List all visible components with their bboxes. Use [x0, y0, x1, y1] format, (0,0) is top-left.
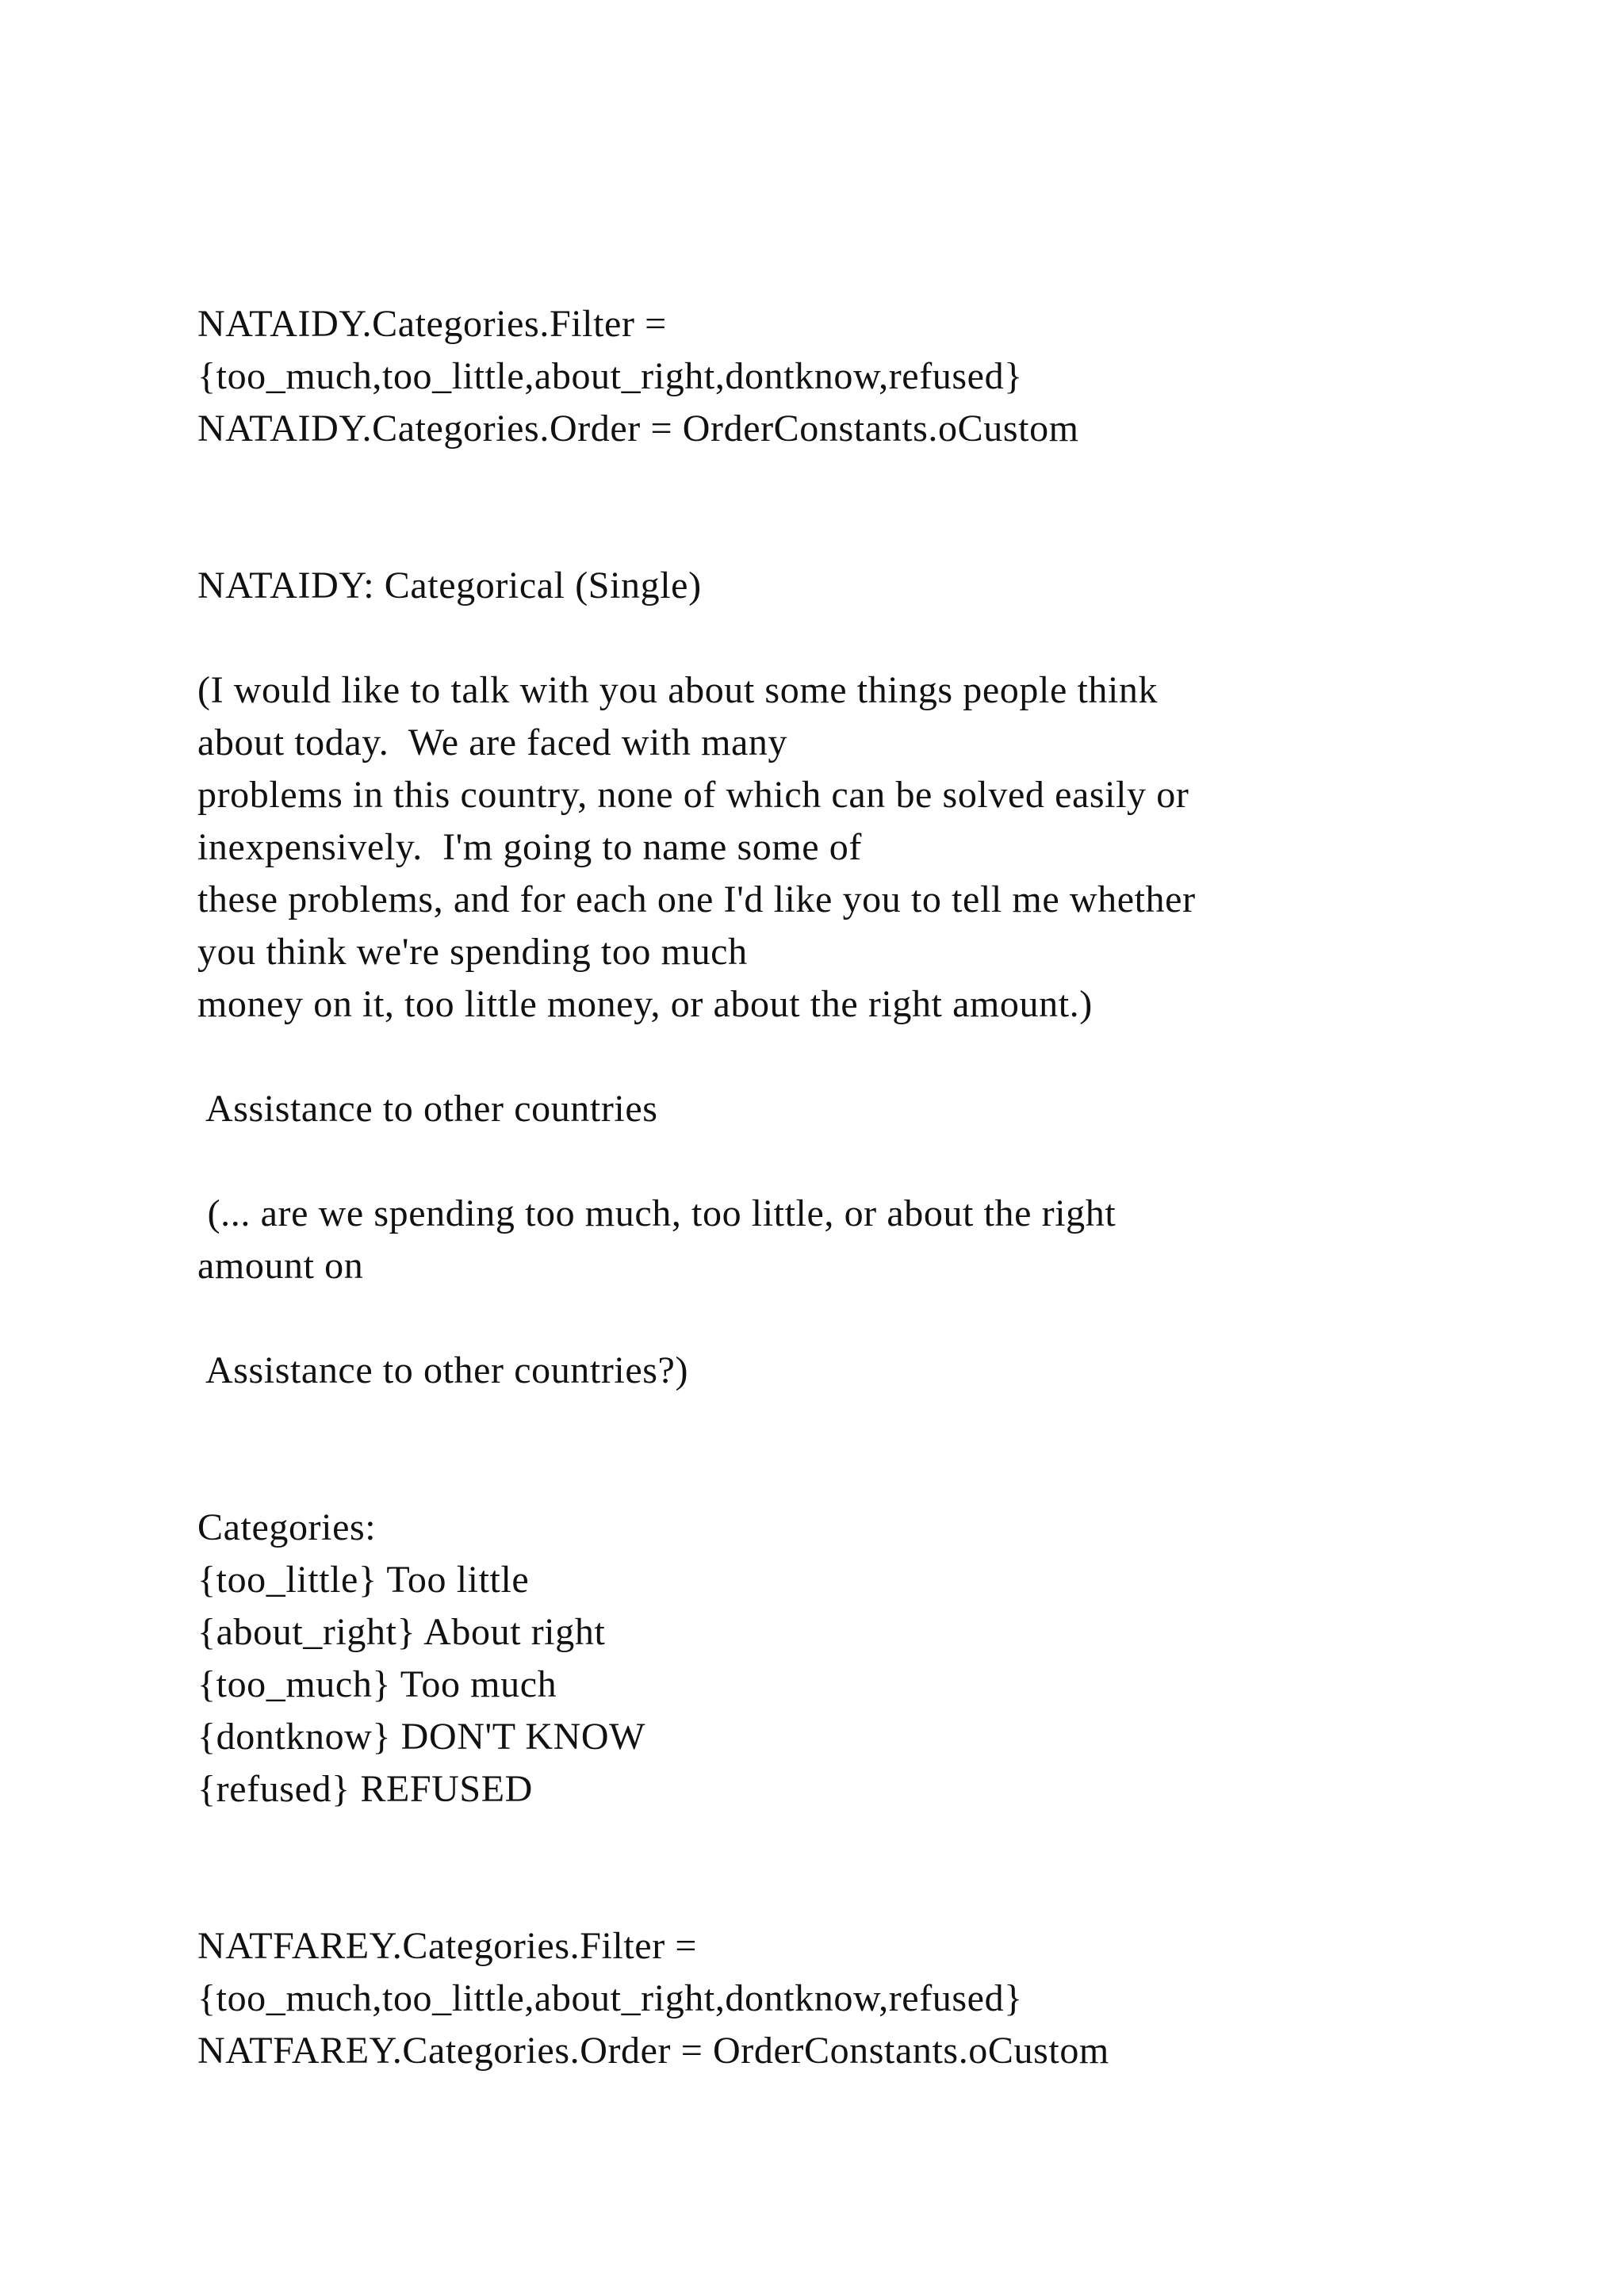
question-header: NATAIDY: Categorical (Single) — [197, 564, 702, 607]
filter-values-nataidy: {too_much,too_little,about_right,dontknow,refused} — [197, 355, 1023, 397]
category-item: {dontknow} DON'T KNOW — [197, 1716, 646, 1758]
category-item: {too_little} Too little — [197, 1559, 530, 1601]
topic-label: Assistance to other countries — [197, 1088, 658, 1130]
intro-line: money on it, too little money, or about the right amount.) — [197, 983, 1093, 1025]
order-statement-nataidy: NATAIDY.Categories.Order = OrderConstants.oCustom — [197, 408, 1079, 450]
category-item: {too_much} Too much — [197, 1663, 557, 1705]
intro-line: problems in this country, none of which can be solved easily or — [197, 774, 1189, 816]
probe-line: amount on — [197, 1245, 364, 1287]
intro-line: these problems, and for each one I'd like you to tell me whether — [197, 878, 1196, 920]
probe-line: (... are we spending too much, too little, or about the right — [197, 1192, 1116, 1234]
order-statement-natfarey: NATFAREY.Categories.Order = OrderConstants.oCustom — [197, 2030, 1109, 2072]
topic-question: Assistance to other countries?) — [197, 1349, 689, 1391]
category-item: {refused} REFUSED — [197, 1768, 533, 1810]
filter-values-natfarey: {too_much,too_little,about_right,dontknow,refused} — [197, 1977, 1023, 2019]
category-item: {about_right} About right — [197, 1611, 606, 1653]
filter-statement-natfarey: NATFAREY.Categories.Filter = — [197, 1925, 698, 1967]
intro-line: (I would like to talk with you about some things people think — [197, 669, 1159, 711]
categories-label: Categories: — [197, 1506, 377, 1548]
filter-statement-nataidy: NATAIDY.Categories.Filter = — [197, 303, 667, 345]
intro-line: you think we're spending too much — [197, 931, 748, 973]
intro-line: about today. We are faced with many — [197, 721, 788, 763]
intro-line: inexpensively. I'm going to name some of — [197, 826, 862, 868]
